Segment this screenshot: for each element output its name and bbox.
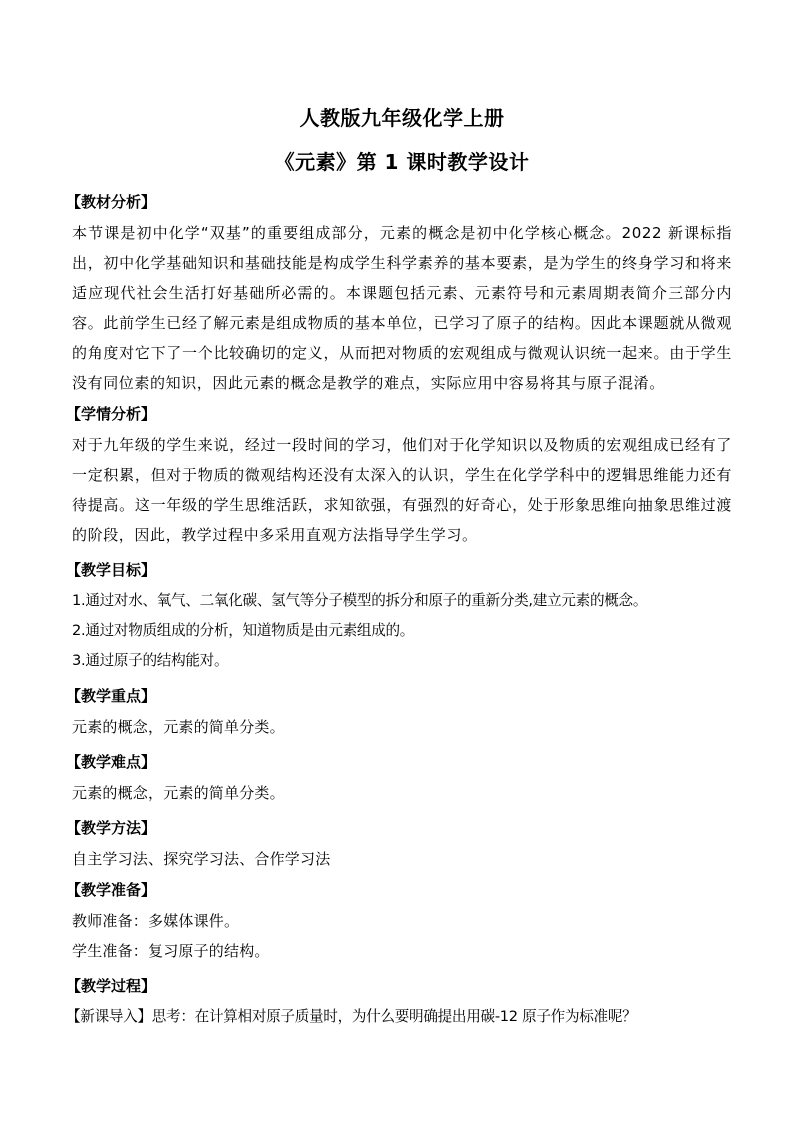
section-body-textbook-analysis: 本节课是初中化学“双基”的重要组成部分，元素的概念是初中化学核心概念。2022 新课标指出，初中化学基础知识和基础技能是构成学生科学素养的基本要素，是为学生的终身学习和将来适应现代社会生活打好基础所必需的。本课题包括元素、元素符号和元素周期表简介三部分内容。此前学生已经了解元素是组成物质的基本单位，已学习了原子的结构。因此本课题就从微观的角度对它下了一个比较确切的定义，从而把对物质的宏观组成与微观认识统一起来。由于学生没有同位素的知识，因此元素的概念是教学的难点，实际应用中容易将其与原子混淆。 (72, 224, 732, 392)
goal-item-3: 3.通过原子的结构能对。 (72, 652, 229, 669)
section-body-key-points: 元素的概念，元素的简单分类。 (72, 718, 285, 736)
goal-item-2: 2.通过对物质组成的分析，知道物质是由元素组成的。 (72, 622, 415, 639)
document-title: 人教版九年级化学上册 (299, 106, 505, 130)
process-intro: 【新课导入】思考：在计算相对原子质量时，为什么要明确提出用碳-12 原子作为标准呢？ (66, 1008, 637, 1025)
section-heading-difficulties: 【教学难点】 (66, 753, 157, 771)
section-heading-goals: 【教学目标】 (66, 561, 157, 579)
section-heading-preparation: 【教学准备】 (66, 881, 157, 899)
goal-item-1: 1.通过对水、氧气、二氧化碳、氢气等分子模型的拆分和原子的重新分类,建立元素的概念。 (72, 592, 648, 609)
section-heading-process: 【教学过程】 (66, 977, 157, 995)
section-heading-textbook-analysis: 【教材分析】 (66, 193, 157, 211)
section-body-student-analysis: 对于九年级的学生来说，经过一段时间的学习，他们对于化学知识以及物质的宏观组成已经有了一定积累，但对于物质的微观结构还没有太深入的认识，学生在化学学科中的逻辑思维能力还有待提高。这一年级的学生思维活跃，求知欲强，有强烈的好奇心，处于形象思维向抽象思维过渡的阶段，因此，教学过程中多采用直观方法指导学生学习。 (72, 436, 732, 544)
document-subtitle: 《元素》第 1 课时教学设计 (274, 150, 530, 174)
teacher-preparation: 教师准备：多媒体课件。 (72, 912, 240, 930)
document-page (66, 100, 732, 1032)
section-body-methods: 自主学习法、探究学习法、合作学习法 (72, 850, 331, 868)
student-preparation: 学生准备：复习原子的结构。 (72, 942, 270, 960)
section-body-difficulties: 元素的概念，元素的简单分类。 (72, 784, 285, 802)
section-heading-student-analysis: 【学情分析】 (66, 405, 157, 423)
section-heading-methods: 【教学方法】 (66, 819, 157, 837)
section-heading-key-points: 【教学重点】 (66, 687, 157, 705)
